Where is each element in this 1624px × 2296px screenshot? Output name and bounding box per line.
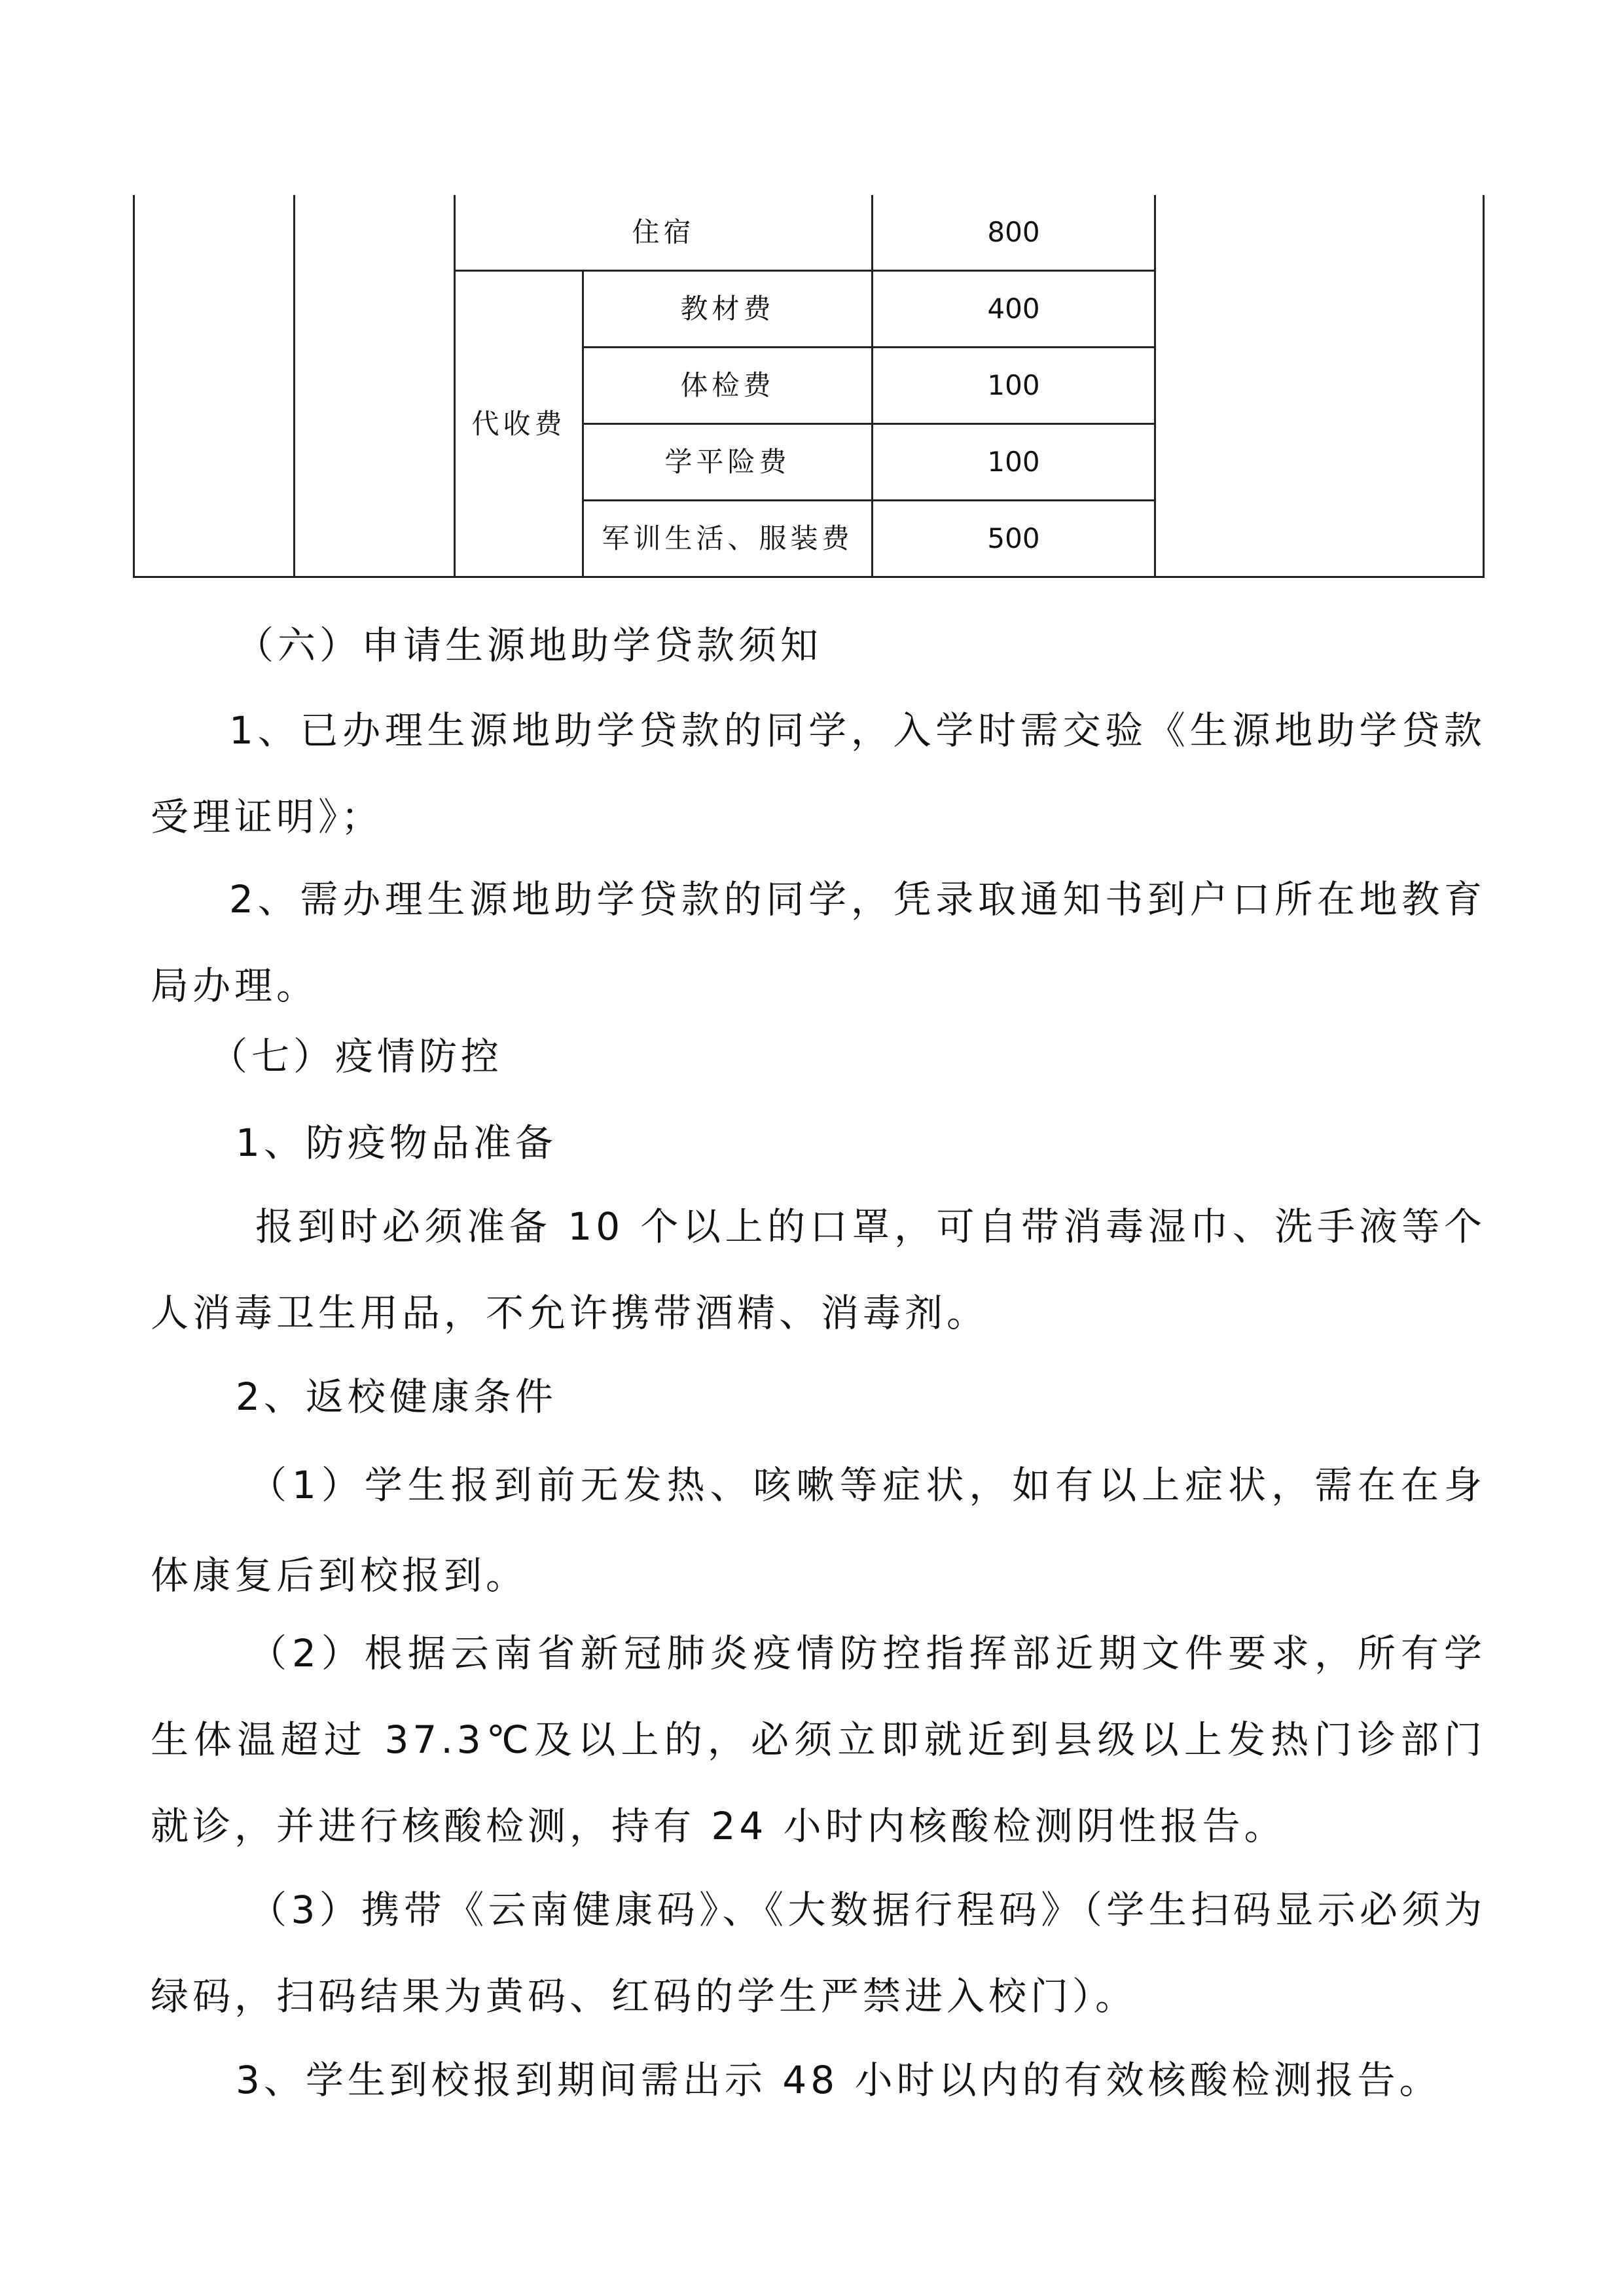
fee-table — [133, 195, 1485, 578]
section-7-1-heading: 1、防疫物品准备 — [236, 1121, 557, 1165]
item-cell — [583, 501, 873, 577]
item-label: 体检费 — [680, 369, 775, 401]
section-7-1-body: 报到时必须准备 10 个以上的口罩，可自带消毒湿巾、洗手液等个人消毒卫生用品，不允许携带酒精、消毒剂。 — [151, 1204, 1486, 1335]
section-7-3: 3、学生到校报到期间需出示 48 小时以内的有效核酸检测报告。 — [236, 2058, 1441, 2102]
amount-cell: 800 — [873, 195, 1155, 271]
item-label: 住宿 — [632, 216, 695, 248]
item-label: 学平险费 — [664, 446, 791, 478]
item-cell — [583, 271, 873, 348]
amount-cell: 100 — [873, 348, 1155, 424]
item-cell — [455, 195, 873, 271]
amount-cell: 100 — [873, 424, 1155, 501]
note-cell — [1155, 195, 1484, 577]
blank-cell — [295, 195, 455, 577]
section-6-paragraph-1: 1、已办理生源地助学贷款的同学，入学时需交验《生源地助学贷款受理证明》； — [151, 708, 1486, 839]
category-label: 代收费 — [471, 407, 566, 440]
table-row — [134, 195, 1484, 271]
section-7-2-item-2: （2）根据云南省新冠肺炎疫情防控指挥部近期文件要求，所有学生体温超过 37.3℃及以上的，必须立即就近到县级以上发热门诊部门就诊，并进行核酸检测，持有 24 小时内核酸检测阴性报告。 — [151, 1631, 1486, 1848]
section-6-heading: （六）申请生源地助学贷款须知 — [236, 623, 823, 668]
item-label: 教材费 — [680, 293, 775, 325]
section-7-2-heading: 2、返校健康条件 — [236, 1374, 557, 1419]
amount-cell: 400 — [873, 271, 1155, 348]
item-cell — [583, 424, 873, 501]
section-7-heading: （七）疫情防控 — [209, 1034, 503, 1079]
section-6-paragraph-2: 2、需办理生源地助学贷款的同学，凭录取通知书到户口所在地教育局办理。 — [151, 877, 1486, 1008]
category-cell — [455, 271, 583, 577]
item-label: 军训生活、服装费 — [602, 522, 854, 554]
section-7-2-item-1: （1）学生报到前无发热、咳嗽等症状，如有以上症状，需在在身体康复后到校报到。 — [151, 1463, 1486, 1598]
amount-cell: 500 — [873, 501, 1155, 577]
section-7-2-item-3: （3）携带《云南健康码》、《大数据行程码》（学生扫码显示必须为绿码，扫码结果为黄码、红码的学生严禁进入校门）。 — [151, 1888, 1486, 2018]
blank-cell — [134, 195, 295, 577]
item-cell — [583, 348, 873, 424]
